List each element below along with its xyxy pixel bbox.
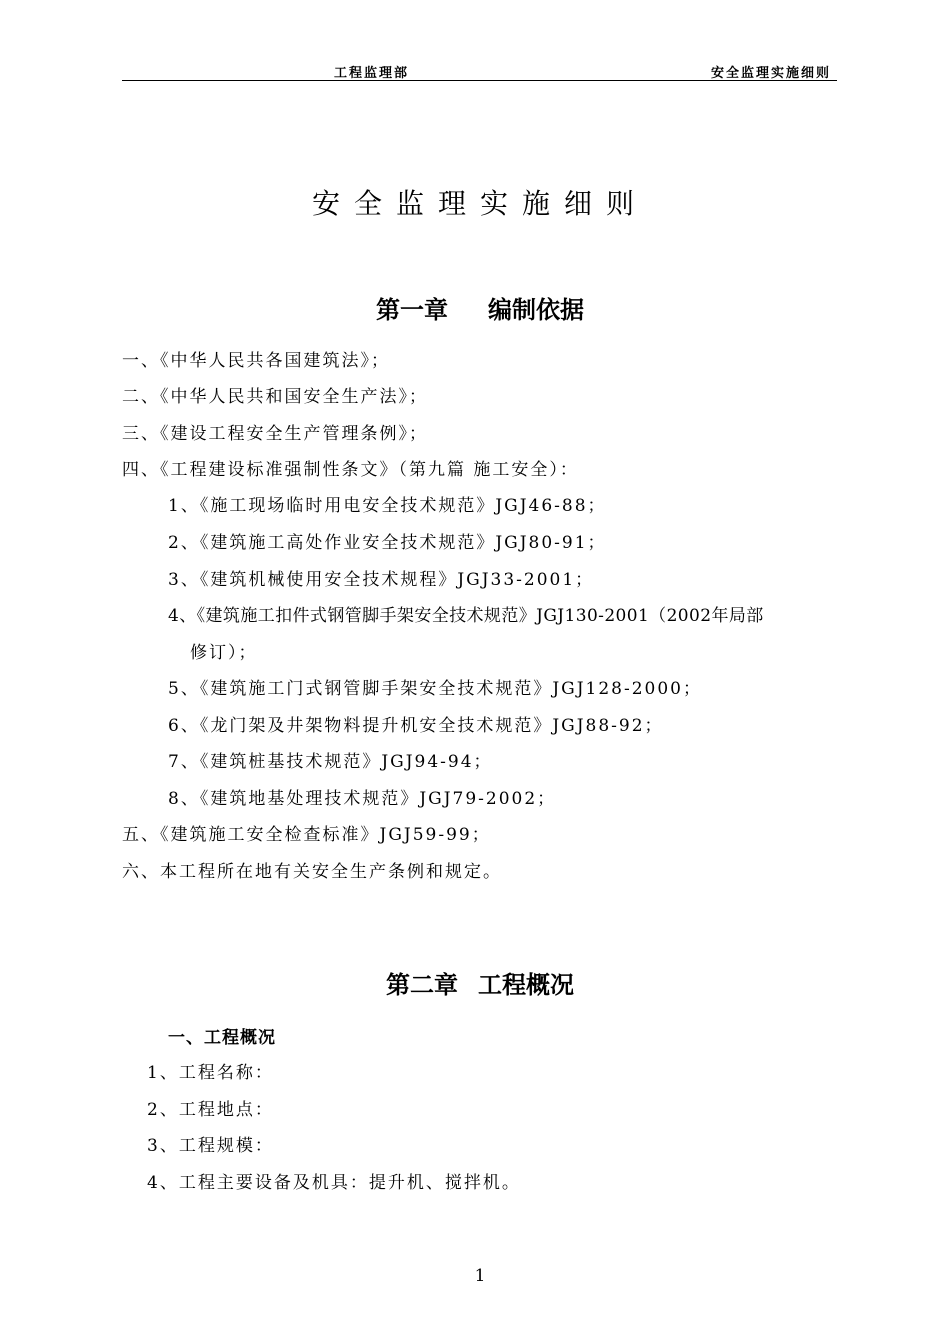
standard-item-7: 7、《建筑桩基技术规范》JGJ94-94； — [168, 752, 493, 772]
basis-item-6: 六、本工程所在地有关安全生产条例和规定。 — [122, 862, 502, 882]
section-project-overview: 一、工程概况 — [168, 1028, 276, 1048]
overview-item-3: 3、工程规模： — [147, 1136, 274, 1156]
standard-item-8: 8、《建筑地基处理技术规范》JGJ79-2002； — [168, 789, 557, 809]
standard-item-1: 1、《施工现场临时用电安全技术规范》JGJ46-88； — [168, 496, 607, 516]
basis-item-3: 三、《建设工程安全生产管理条例》； — [122, 424, 428, 444]
page-number: 1 — [474, 1266, 486, 1286]
basis-item-5: 五、《建筑施工安全检查标准》JGJ59-99； — [122, 825, 491, 845]
basis-item-2: 二、《中华人民共和国安全生产法》； — [122, 387, 428, 407]
header-right: 安全监理实施细则 — [710, 66, 831, 81]
chapter-2-name: 工程概况 — [478, 971, 574, 999]
chapter-1-heading — [0, 290, 950, 325]
overview-item-1: 1、工程名称： — [147, 1063, 274, 1083]
chapter-2-number: 第二章 — [386, 971, 458, 999]
standard-item-2: 2、《建筑施工高处作业安全技术规范》JGJ80-91； — [168, 533, 607, 553]
overview-item-2: 2、工程地点： — [147, 1100, 274, 1120]
standard-item-5: 5、《建筑施工门式钢管脚手架安全技术规范》JGJ128-2000； — [168, 679, 702, 699]
header-rule — [122, 80, 837, 81]
standard-item-6: 6、《龙门架及井架物料提升机安全技术规范》JGJ88-92； — [168, 716, 664, 736]
standard-item-3: 3、《建筑机械使用安全技术规程》JGJ33-2001； — [168, 570, 595, 590]
basis-item-1: 一、《中华人民共各国建筑法》； — [122, 351, 390, 371]
basis-item-4: 四、《工程建设标准强制性条文》（第九篇 施工安全）： — [122, 460, 579, 480]
standard-item-4: 4、《建筑施工扣件式钢管脚手架安全技术规范》JGJ130-2001（2002年局部 — [168, 606, 764, 626]
page-header — [122, 62, 837, 82]
header-left: 工程监理部 — [334, 66, 410, 81]
chapter-1-name: 编制依据 — [488, 296, 584, 324]
chapter-2-heading — [0, 965, 950, 1000]
document-title: 安全监理实施细则 — [311, 187, 648, 220]
overview-item-4: 4、工程主要设备及机具：提升机、搅拌机。 — [147, 1173, 521, 1193]
standard-item-4-continued: 修订）； — [190, 643, 258, 663]
chapter-1-number: 第一章 — [376, 296, 448, 324]
